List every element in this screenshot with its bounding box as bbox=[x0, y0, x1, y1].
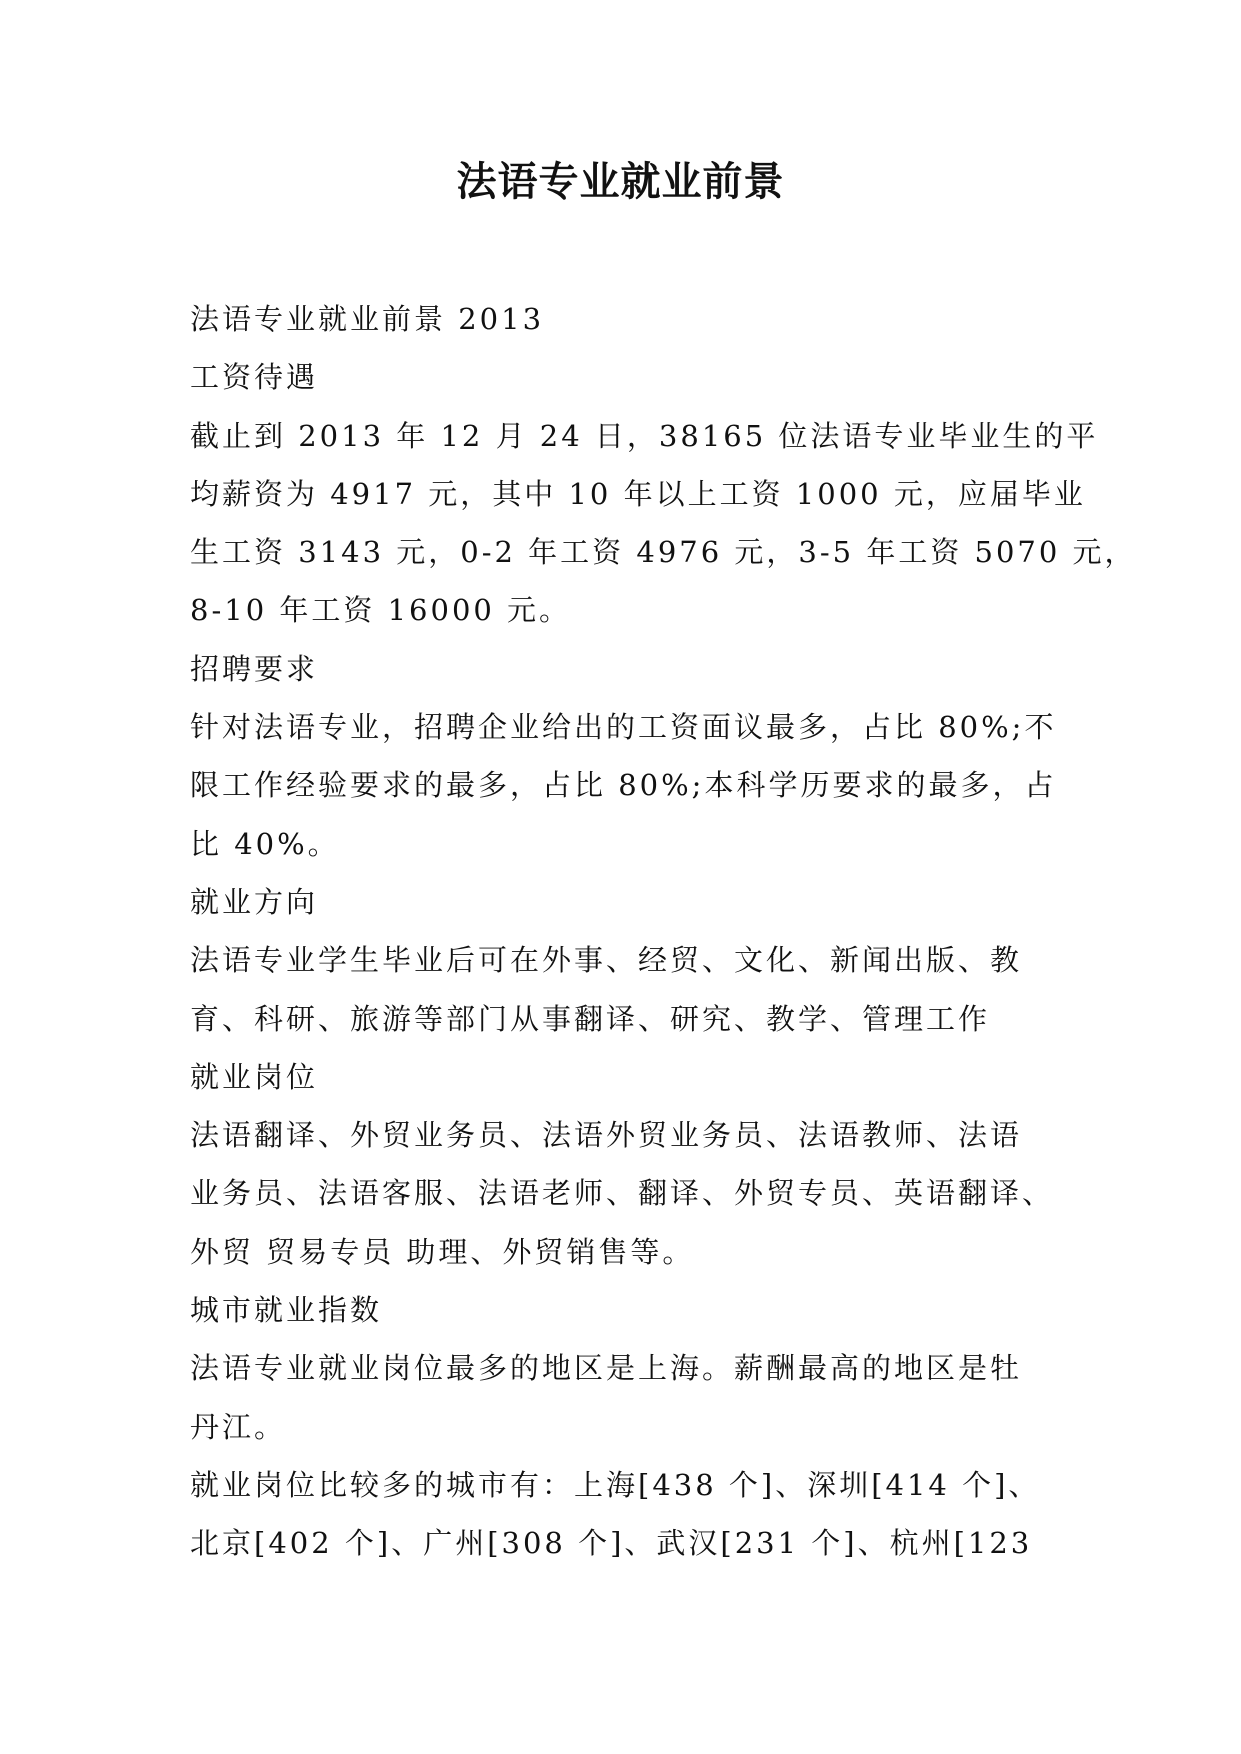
body-line: 育、科研、旅游等部门从事翻译、研究、教学、管理工作 bbox=[190, 1001, 991, 1036]
body-line: 北京[402 个]、广州[308 个]、武汉[231 个]、杭州[123 bbox=[190, 1526, 1033, 1561]
body-line: 外贸 贸易专员 助理、外贸销售等。 bbox=[190, 1234, 695, 1269]
document-title: 法语专业就业前景 bbox=[456, 158, 785, 205]
section-heading: 工资待遇 bbox=[190, 360, 319, 395]
body-line: 8-10 年工资 16000 元。 bbox=[190, 593, 572, 628]
body-line: 截止到 2013 年 12 月 24 日，38165 位法语专业毕业生的平 bbox=[190, 418, 1099, 453]
body-line: 业务员、法语客服、法语老师、翻译、外贸专员、英语翻译、 bbox=[190, 1176, 1055, 1211]
body-line: 均薪资为 4917 元，其中 10 年以上工资 1000 元，应届毕业 bbox=[190, 476, 1086, 511]
section-heading: 就业方向 bbox=[190, 884, 319, 919]
body-line: 比 40%。 bbox=[190, 826, 340, 861]
body-line: 法语专业就业岗位最多的地区是上海。薪酬最高的地区是牡 bbox=[190, 1351, 1023, 1386]
body-line: 就业岗位比较多的城市有：上海[438 个]、深圳[414 个]、 bbox=[190, 1467, 1041, 1502]
body-line: 针对法语专业，招聘企业给出的工资面议最多，占比 80%;不 bbox=[190, 710, 1057, 745]
body-line: 法语专业就业前景 2013 bbox=[190, 302, 545, 336]
body-line: 生工资 3143 元，0-2 年工资 4976 元，3-5 年工资 5070 元， bbox=[190, 535, 1137, 570]
section-heading: 城市就业指数 bbox=[190, 1293, 383, 1328]
section-heading: 就业岗位 bbox=[190, 1059, 319, 1094]
body-line: 法语专业学生毕业后可在外事、经贸、文化、新闻出版、教 bbox=[190, 943, 1023, 978]
body-line: 丹江。 bbox=[190, 1409, 287, 1444]
body-line: 法语翻译、外贸业务员、法语外贸业务员、法语教师、法语 bbox=[190, 1118, 1023, 1153]
section-heading: 招聘要求 bbox=[190, 651, 319, 686]
body-line: 限工作经验要求的最多，占比 80%;本科学历要求的最多，占 bbox=[190, 768, 1057, 803]
document-body bbox=[190, 290, 1137, 1573]
